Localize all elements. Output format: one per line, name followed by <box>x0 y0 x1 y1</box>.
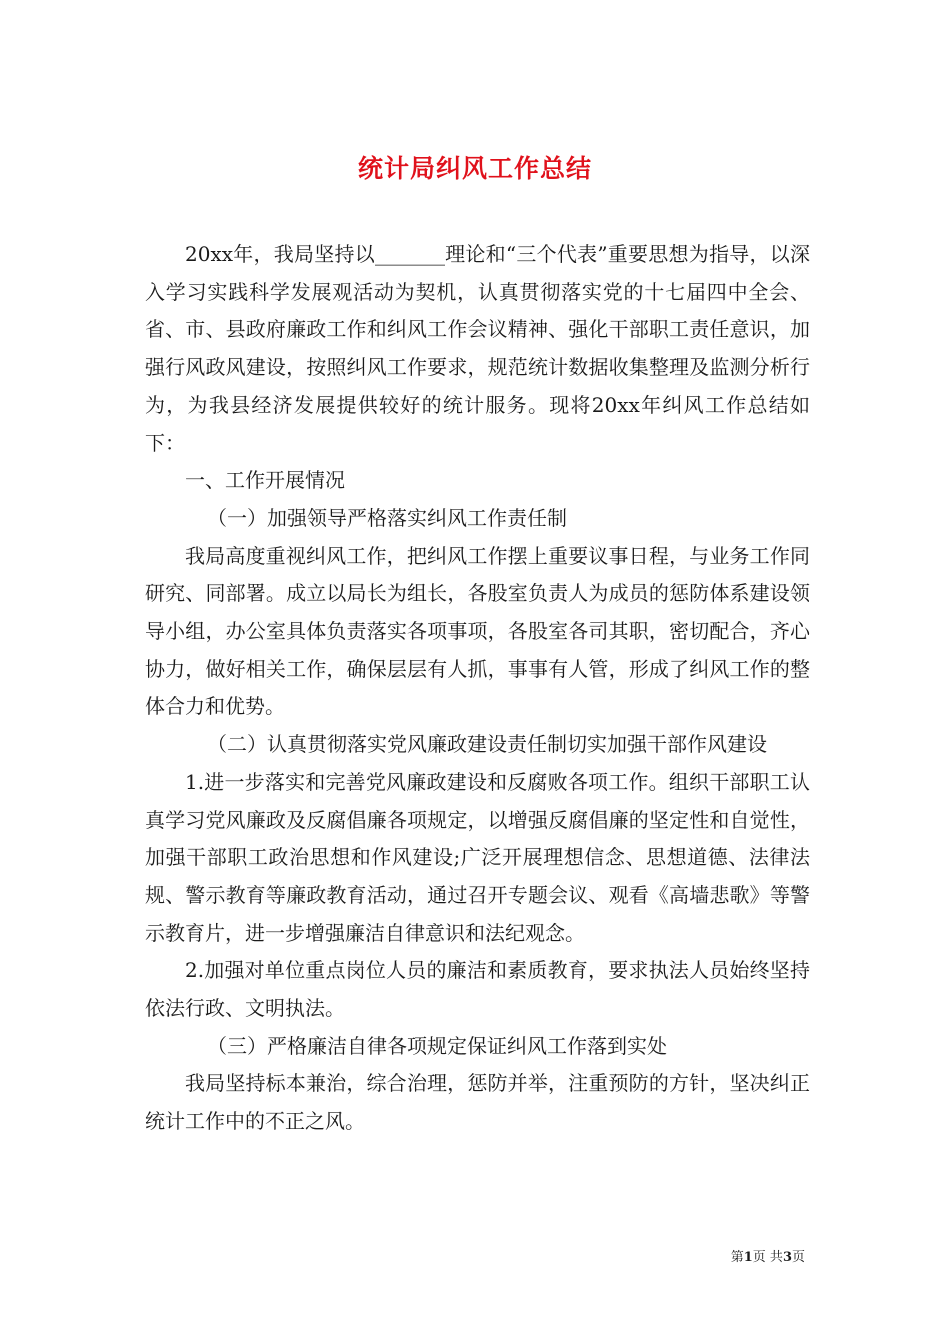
body-paragraph: 1.进一步落实和完善党风廉政建设和反腐败各项工作。组织干部职工认真学习党风廉政及反腐倡廉各项规定，以增强反腐倡廉的坚定性和自觉性，加强干部职工政治思想和作风建设;广泛开展理想信念、思想道德、法律法规、警示教育等廉政教育活动，通过召开专题会议、观看《高墙悲歌》等警示教育片，进一步增强廉洁自律意识和法纪观念。 <box>145 769 810 945</box>
body-paragraph: 我局高度重视纠风工作，把纠风工作摆上重要议事日程，与业务工作同研究、同部署。成立以局长为组长，各股室负责人为成员的惩防体系建设领导小组，办公室具体负责落实各项事项，各股室各司其职，密切配合，齐心协力，做好相关工作，确保层层有人抓，事事有人管，形成了纠风工作的整体合力和优势。 <box>145 543 810 719</box>
body-paragraph: 我局坚持标本兼治，综合治理，惩防并举，注重预防的方针，坚决纠正统计工作中的不正之风。 <box>145 1071 810 1134</box>
intro-paragraph: 20xx年，我局坚持以_______理论和“三个代表”重要思想为指导，以深入学习实践科学发展观活动为契机，认真贯彻落实党的十七届四中全会、省、市、县政府廉政工作和纠风工作会议精神、强化干部职工责任意识，加强行风政风建设，按照纠风工作要求，规范统计数据收集整理及监测分析行为，为我县经济发展提供较好的统计服务。现将20xx年纠风工作总结如下： <box>145 242 810 455</box>
page-footer <box>731 1246 805 1265</box>
page-title: 统计局纠风工作总结 <box>357 153 592 183</box>
subsection-heading-2: （二）认真贯彻落实党风廉政建设责任制切实加强干部作风建设 <box>207 732 767 757</box>
footer-total-pages: 3 <box>782 1250 792 1265</box>
subsection-heading-1: （一）加强领导严格落实纠风工作责任制 <box>207 505 567 530</box>
footer-current-page: 1 <box>743 1250 753 1265</box>
subsection-heading-3: （三）严格廉洁自律各项规定保证纠风工作落到实处 <box>207 1033 667 1058</box>
body-paragraph: 2.加强对单位重点岗位人员的廉洁和素质教育，要求执法人员始终坚持依法行政、文明执法。 <box>145 958 810 1021</box>
footer-suffix: 页 <box>791 1250 805 1265</box>
section-heading-1: 一、工作开展情况 <box>185 468 345 493</box>
footer-prefix: 第 <box>730 1250 744 1265</box>
document-body <box>145 236 810 1141</box>
footer-middle: 页 共 <box>752 1250 783 1265</box>
